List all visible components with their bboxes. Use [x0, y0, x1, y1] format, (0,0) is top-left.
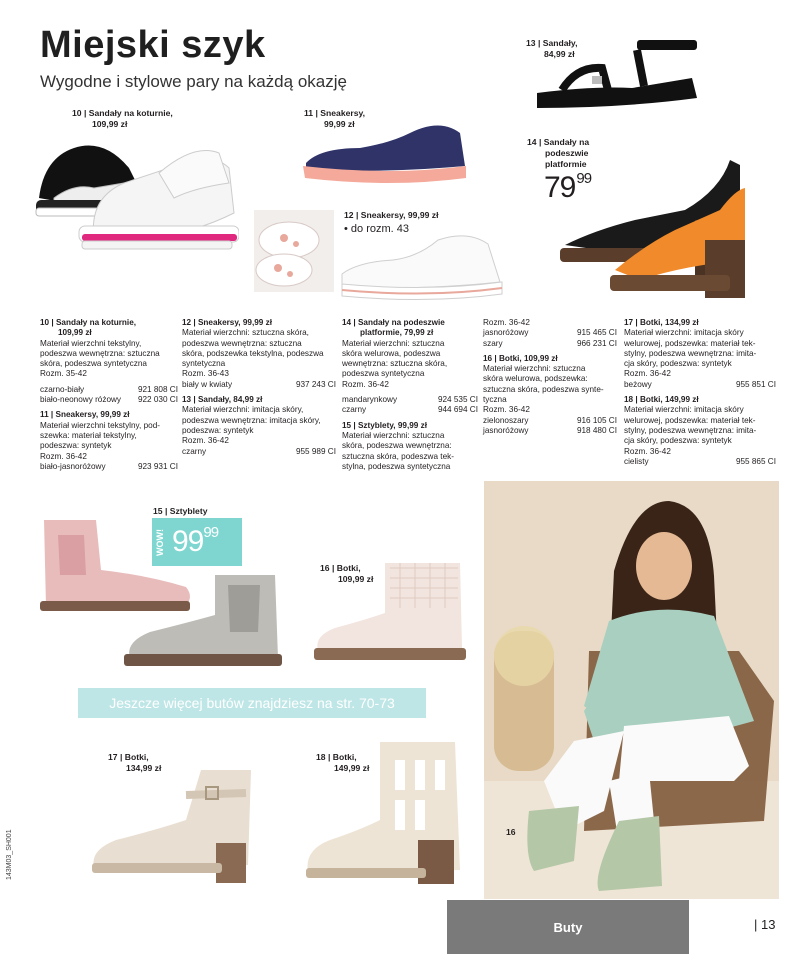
size-note-12: • do rozm. 43	[344, 223, 409, 235]
details-column-2: 12 | Sneakersy, 99,99 zł Materiał wierzchni: sztuczna skóra, podeszwa wewnętrzna: sztuczna skóra, podszewka tekstylna, podeszwa syntetyczna Rozm. 36-43 biały w kwiaty 937 243 CI 13 | Sandały, 84,99 zł Materiał wierzchni: imitacja skóry, podeszwa wewnętrzna: imitacja skóry, podeszwa: syntetyk Rozm. 36-42 czarny 955 989 CI	[182, 318, 336, 456]
catalog-code: 143M03_SH001	[6, 829, 13, 880]
label-product-14: 14 | Sandały na podeszwie platformie	[527, 137, 590, 169]
details-column-3: 14 | Sandały na podeszwie platformie, 79,99 zł Materiał wierzchni: sztuczna skóra welurowa, podeszwa wewnętrzna: sztuczna skóra, podeszwa syntetyczna Rozm. 36-42 mandarynkowy 924 535 CI czarny 944 694 CI 15 | Sztyblety, 99,99 zł Materiał wierzchni: sztuczna skóra, podeszwa wewnętrzna: sztuczna skóra, podeszwa tek- stylna, podeszwa syntetyczna	[342, 318, 478, 471]
variant-row: czarny 944 694 CI	[342, 405, 478, 415]
model-photo	[484, 481, 779, 899]
category-tab[interactable]: Buty	[447, 900, 689, 954]
page-subtitle: Wygodne i stylowe pary na każdą okazję	[40, 72, 347, 91]
label-product-12: 12 | Sneakersy, 99,99 zł	[344, 210, 439, 220]
wow-price-badge: WOW! $99^{99}$	[152, 518, 242, 566]
label-product-18: 18 | Botki, 149,99 zł	[316, 752, 370, 773]
variant-row: biało-jasnoróżowy 923 931 CI	[40, 461, 178, 471]
label-product-16: 16 | Botki, 109,99 zł	[320, 563, 374, 584]
variant-row: jasnoróżowy 918 480 CI	[483, 425, 617, 435]
wow-price: $99^{99}$	[172, 524, 219, 558]
beige-buckle-boot-image	[86, 765, 258, 889]
page-number: | 13	[754, 917, 776, 932]
cutout-ankle-boot-image	[300, 740, 465, 886]
details-column-1: 10 | Sandały na koturnie, 109,99 zł Materiał wierzchni tekstylny, podeszwa wewnętrzna: sztuczna skóra, podeszwa syntetyczna Rozm. 35-42 czarno-biały 921 808 CI biało-neonowy różowy 922 030 CI 11 | Sneakersy, 99,99 zł Materiał wierzchni tekstylny, pod- szewka: materiał tekstylny, podeszwa: syntetyk Rozm. 36-42 biało-jasnoróżowy 923 931 CI	[40, 318, 178, 471]
variant-row: czarno-biały 921 808 CI	[40, 384, 178, 394]
variant-row: jasnoróżowy 915 465 CI	[483, 328, 617, 338]
label-product-13: 13 | Sandały, 84,99 zł	[526, 38, 578, 59]
page-title: Miejski szyk	[40, 24, 266, 66]
more-shoes-banner[interactable]: Jeszcze więcej butów znajdziesz na str. 70-73	[78, 688, 426, 718]
label-product-15: 15 | Sztyblety	[153, 506, 208, 516]
wedge-sandals-image	[34, 128, 239, 258]
label-product-17: 17 | Botki, 134,99 zł	[108, 752, 162, 773]
label-product-11: 11 | Sneakersy, 99,99 zł	[304, 108, 366, 129]
price-product-14: $79^{99}$	[544, 170, 592, 204]
label-product-10: 10 | Sandały na koturnie, 109,99 zł	[72, 108, 173, 129]
variant-row: zielonoszary 916 105 CI	[483, 415, 617, 425]
details-column-5: 17 | Botki, 134,99 zł Materiał wierzchni: imitacja skóry welurowej, podszewka: materiał tek- stylny, podeszwa wewnętrzna: imita- cja skóry, podeszwa: syntetyk Rozm. 36-42 beżowy 955 851 CI 18 | Botki, 149,99 zł Materiał wierzchni: imitacja skóry welurowej, podszewka: materiał tek- stylny, podeszwa wewnętrzna: imita- cja skóry, podeszwa: syntetyk Rozm. 36-42 cielisty 955 865 CI	[624, 318, 776, 466]
grey-chelsea-boot-image	[120, 570, 285, 670]
variant-row: mandarynkowy 924 535 CI	[342, 395, 478, 405]
variant-row: czarny 955 989 CI	[182, 446, 336, 456]
crochet-ankle-boot-image	[310, 558, 470, 670]
variant-row: biało-neonowy różowy 922 030 CI	[40, 395, 178, 405]
variant-row: biały w kwiaty 937 243 CI	[182, 379, 336, 389]
details-column-4: Rozm. 36-42 jasnoróżowy 915 465 CI szary 966 231 CI 16 | Botki, 109,99 zł Materiał wierzchni: sztuczna skóra welurowa, podszewka: sztuczna skóra, podeszwa synte- tyczna Rozm. 36-42 zielonoszary 916 105 CI jasnoróżowy 918 480 CI	[483, 318, 617, 435]
floral-sneakers-detail-image	[254, 210, 334, 292]
variant-row: szary 966 231 CI	[483, 338, 617, 348]
white-sneaker-image	[338, 232, 508, 304]
variant-row: cielisty 955 865 CI	[624, 456, 776, 466]
variant-row: beżowy 955 851 CI	[624, 379, 776, 389]
model-photo-label: 16	[506, 827, 516, 837]
